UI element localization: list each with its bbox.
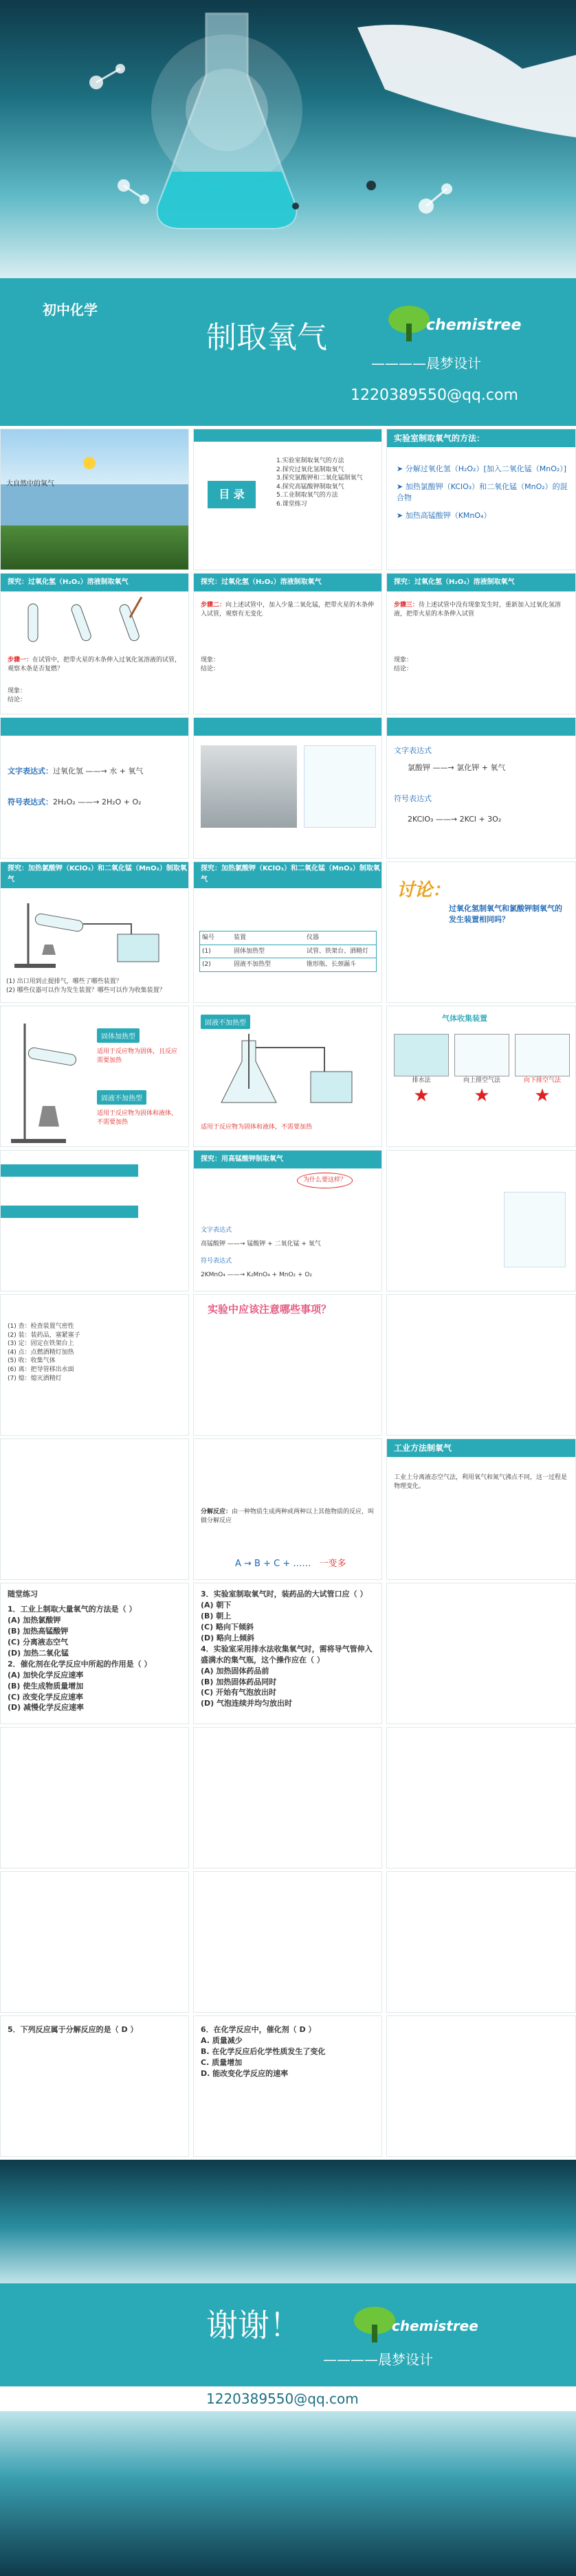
test-tube-diagram — [1, 597, 189, 652]
think-text: 过氧化氢制氧气和氯酸钾制氧气的发生装置相同吗？ — [449, 904, 562, 924]
collect-method: 排水法 ★ — [394, 1034, 449, 1106]
slide-note-left — [0, 1150, 189, 1291]
grade-label: 初中化学 — [43, 302, 98, 318]
kmno4-question: 为什么要这样？ — [297, 1173, 353, 1188]
slide-think — [386, 861, 576, 1003]
heating-apparatus — [1, 890, 189, 972]
slide-exercise-12 — [386, 2015, 576, 2157]
slide-exercise-5 — [193, 1727, 382, 1868]
top-bar — [1, 718, 189, 736]
apparatus-box — [504, 1192, 566, 1267]
kmno4-header: 探究：用高锰酸钾制取氧气 — [194, 1151, 381, 1168]
exercise-q6: 6．在化学反应中，催化剂（ D ） A. 质量减少 B. 在化学反应后化学性质发生了变化 C. 质量增加 D. 能改变化学反应的速率 — [201, 2025, 326, 2078]
toc-item[interactable]: 4.探究高锰酸钾制取氧气 — [276, 483, 344, 490]
h2o2-header: 探究：过氧化氢（H₂O₂）溶液制取氧气 — [194, 574, 381, 591]
industry-text: 工业上分离液态空气法，利用氧气和氮气沸点不同，这一过程是物理变化。 — [394, 1474, 568, 1490]
star-icon: ★ — [474, 1085, 490, 1106]
top-bar — [387, 718, 576, 736]
kmno4-word-label: 文字表达式 — [201, 1227, 232, 1234]
jar — [454, 1034, 509, 1076]
cover-photo — [0, 0, 576, 278]
slide-h2o2-step3 — [386, 573, 576, 714]
jar — [515, 1034, 570, 1076]
observe-conclude: 现象： 结论： — [201, 657, 220, 673]
kclo3-word: 氯酸钾 ——→ 氯化钾 + 氧气 — [408, 763, 506, 772]
industry-title: 工业方法制氧气 — [387, 1439, 575, 1457]
collect-method: 向下排空气法 ★ — [515, 1034, 570, 1106]
slide-steps-right — [386, 1294, 576, 1436]
slide-solid-heat — [0, 1006, 189, 1147]
table-header: 编号 装置 仪器 — [199, 931, 377, 945]
solid-heat-diagram — [4, 1010, 87, 1147]
gas-collect-title: 气体收集装置 — [442, 1014, 487, 1023]
slide-exercise-8 — [193, 1871, 382, 2013]
slide-h2o2-equation — [0, 717, 189, 859]
brand-logo — [351, 2304, 488, 2345]
method-item: ➤ 加热高锰酸钾（KMnO₄） — [397, 510, 491, 520]
flask-illustration — [0, 0, 576, 278]
slide-exercise-7 — [0, 1871, 189, 2013]
liquid-noheat-note: 适用于反应物为固体和液体，不需要加热 — [97, 1110, 178, 1126]
brand-logo — [385, 303, 522, 344]
thanks-text: 谢谢！ — [206, 2307, 301, 2344]
slide-kmno4-apparatus — [386, 1150, 576, 1291]
bottom-photo — [0, 2411, 576, 2576]
toc-list — [276, 457, 379, 509]
liquid-noheat-label: 固液不加热型 — [97, 1089, 146, 1106]
solid-heat-note: 适用于反应物为固体，且反应需要加热 — [97, 1048, 178, 1064]
slide-gas-collect — [386, 1006, 576, 1147]
author-line: ————晨梦设计 — [371, 355, 481, 372]
h2o2-step2: 步骤二：向上述试管中，加入少量二氧化锰，把带火星的木条伸入试管，观察有无变化 — [201, 602, 375, 618]
closing-author: ————晨梦设计 — [323, 2351, 433, 2368]
kmno4-word: 高锰酸钾 ——→ 锰酸钾 + 二氧化锰 + 氧气 — [201, 1241, 321, 1247]
steps-list: (1) 查：检查装置气密性 (2) 装：装药品，塞紧塞子 (3) 定：固定在铁架台上 (4) 点：点燃酒精灯加热 (5) 收：收集气体 (6) 离：把导管移出水面 (7) 熄：熄灭酒精灯 — [8, 1323, 80, 1382]
slide-exercise-2 — [193, 1583, 382, 1724]
note-bar — [1, 1164, 138, 1177]
one-to-many: 一变多 — [319, 1559, 346, 1569]
methods-title: 实验室制取氧气的方法： — [387, 429, 575, 447]
think-questions: (1) 出口用到止提排气，哪些了哪些装置？ (2) 哪些仪器可以作为发生装置？哪些可以作为收集装置？ — [6, 978, 166, 994]
kmno4-symbol-label: 符号表达式 — [201, 1258, 232, 1265]
methods-list — [397, 464, 568, 521]
slide-apparatus-photo — [193, 717, 382, 859]
conical-flask-diagram — [201, 1034, 376, 1116]
star-icon: ★ — [413, 1085, 430, 1106]
observe-conclude: 现象： 结论： — [8, 688, 27, 703]
kclo3-symbol-label: 符号表达式 — [394, 794, 432, 803]
h2o2-step1: 步骤一：在试管中，把带火星的木条伸入过氧化氢溶液的试管，观察木条是否复燃？ — [8, 657, 181, 673]
star-icon: ★ — [534, 1085, 551, 1106]
table-row: (1) 固体加热型 试管、铁架台、酒精灯 — [199, 945, 377, 959]
toc-item[interactable]: 3.探究氯酸钾和二氧化锰制氧气 — [276, 475, 363, 482]
slide-exercise-4 — [0, 1727, 189, 1868]
top-bar — [194, 718, 382, 736]
slide-exercise-1 — [0, 1583, 189, 1724]
closing-photo — [0, 2160, 576, 2283]
slide-exercise-10 — [0, 2015, 189, 2157]
exercise-q1: 1．工业上制取大量氧气的方法是（ ） (A) 加热氯酸钾 (B) 加热高锰酸钾 (C) 分离液态空气 (D) 加热二氧化锰 2．催化剂在化学反应中所起的作用是（ ） (A) 加快化学反应速率 (B) 使生成物质量增加 (C) 改变化学反应速率 (D) 减慢化学反应速率 — [8, 1605, 152, 1713]
slide-kclo3-apparatus — [0, 861, 189, 1003]
brand-name: chemistree — [426, 317, 522, 334]
reaction-text: 分解反应：由一种物质生成两种或两种以上其他物质的反应，叫做分解反应 — [201, 1509, 375, 1524]
slide-check-title — [193, 1294, 382, 1436]
slide-toc — [193, 429, 382, 570]
kclo3-word-label: 文字表达式 — [394, 746, 432, 755]
title-band — [0, 278, 576, 426]
email-line: 1220389550@qq.com — [351, 387, 518, 404]
slide-exercise-3 — [386, 1583, 576, 1724]
table-row: (2) 固液不加热型 锥形瓶、长颈漏斗 — [199, 958, 377, 972]
toc-item[interactable]: 6.课堂练习 — [276, 500, 307, 508]
liquid-noheat-tag: 固液不加热型 — [201, 1013, 250, 1030]
note-bar — [1, 1206, 138, 1218]
sun-icon — [83, 457, 96, 469]
think-title: 讨论： — [397, 880, 451, 901]
toc-title: 目 录 — [208, 481, 256, 508]
thanks-band — [0, 2283, 576, 2386]
slide-h2o2-step2 — [193, 573, 382, 714]
h2o2-step3: 步骤三：待上述试管中没有现象发生时，重新加入过氧化氢溶液，把带火星的木条伸入试管 — [394, 602, 562, 618]
slide-nature — [0, 429, 189, 570]
slide-kclo3-equation — [386, 717, 576, 859]
h2o2-word: 文字表达式：过氧化氢 ——→ 水 + 氧气 — [8, 767, 144, 776]
slide-device-table — [193, 861, 382, 1003]
slide-liquid-noheat — [193, 1006, 382, 1147]
collect-method: 向上排空气法 ★ — [454, 1034, 509, 1106]
slide-h2o2-step1 — [0, 573, 189, 714]
slide-exercise-9 — [386, 1871, 576, 2013]
method-item: ➤ 加热氯酸钾（KClO₃）和二氧化锰（MnO₂）的混合物 — [397, 482, 568, 502]
toc-strip — [194, 429, 382, 442]
solid-heat-label: 固体加热型 — [97, 1027, 140, 1044]
main-title: 制取氧气 — [206, 320, 327, 355]
kclo3-header: 探究：加热氯酸钾（KClO₃）和二氧化锰（MnO₂）制取氧气 — [1, 862, 188, 888]
kclo3-symbol: 2KClO₃ ——→ 2KCl + 3O₂ — [408, 815, 502, 824]
sky — [1, 429, 189, 484]
toc-item[interactable]: 2.探究过氧化氢制取氧气 — [276, 466, 344, 473]
apparatus-sketch — [304, 745, 376, 828]
exercise-q3-q4: 3．实验室制取氧气时，装药品的大试管口应（ ） (A) 朝下 (B) 朝上 (C) 略向下倾斜 (D) 略向上倾斜 4．实验室采用排水法收集氧气时，需将导气管伸入盛满水的集气瓶，这个操作应在（ ） (A) 加热固体药品前 (B) 加热固体药品同时 (C) 开始有气泡放出时 (D) 气泡连续并均匀放出时 — [201, 1590, 373, 1708]
brand-name: chemistree — [392, 2318, 478, 2334]
slide-exercise-11 — [193, 2015, 382, 2157]
slide-industry-left — [0, 1438, 189, 1580]
closing-email: 1220389550@qq.com — [206, 2391, 359, 2407]
h2o2-symbol: 符号表达式：2H₂O₂ ——→ 2H₂O + O₂ — [8, 798, 142, 806]
slide-exercise-6 — [386, 1727, 576, 1868]
kclo3-header: 探究：加热氯酸钾（KClO₃）和二氧化锰（MnO₂）制取氧气 — [194, 862, 381, 888]
method-item: ➤ 分解过氧化氢（H₂O₂）[加入二氧化锰（MnO₂）] — [397, 464, 567, 473]
slide-kmno4 — [193, 1150, 382, 1291]
observe-conclude: 现象： 结论： — [394, 657, 413, 673]
apparatus-photo — [201, 745, 297, 828]
exercise-title: 随堂练习 — [8, 1590, 38, 1598]
toc-item[interactable]: 5.工业制取氧气的方法 — [276, 492, 338, 499]
nature-caption: 大自然中的氧气 — [6, 480, 54, 488]
slide-methods — [386, 429, 576, 570]
toc-item[interactable]: 1.实验室制取氧气的方法 — [276, 457, 344, 464]
slide-industry — [386, 1438, 576, 1580]
liquid-noheat-note: 适用于反应物为固体和液体，不需要加热 — [201, 1124, 313, 1131]
water-trough — [394, 1034, 449, 1076]
slide-steps-left — [0, 1294, 189, 1436]
slide-decomposition — [193, 1438, 382, 1580]
device-table — [199, 931, 377, 972]
h2o2-header: 探究：过氧化氢（H₂O₂）溶液制取氧气 — [1, 574, 188, 591]
exercise-q5: 5．下列反应属于分解反应的是（ D ） — [8, 2025, 138, 2034]
forest-photo — [1, 526, 189, 570]
decomposition-formula: A → B + C + …… 一变多 — [235, 1559, 346, 1569]
h2o2-header: 探究：过氧化氢（H₂O₂）溶液制取氧气 — [387, 574, 575, 591]
collect-methods — [394, 1034, 570, 1106]
kmno4-symbol: 2KMnO₄ ——→ K₂MnO₄ + MnO₂ + O₂ — [201, 1272, 313, 1278]
check-title: 实验中应该注意哪些事项？ — [208, 1303, 332, 1315]
